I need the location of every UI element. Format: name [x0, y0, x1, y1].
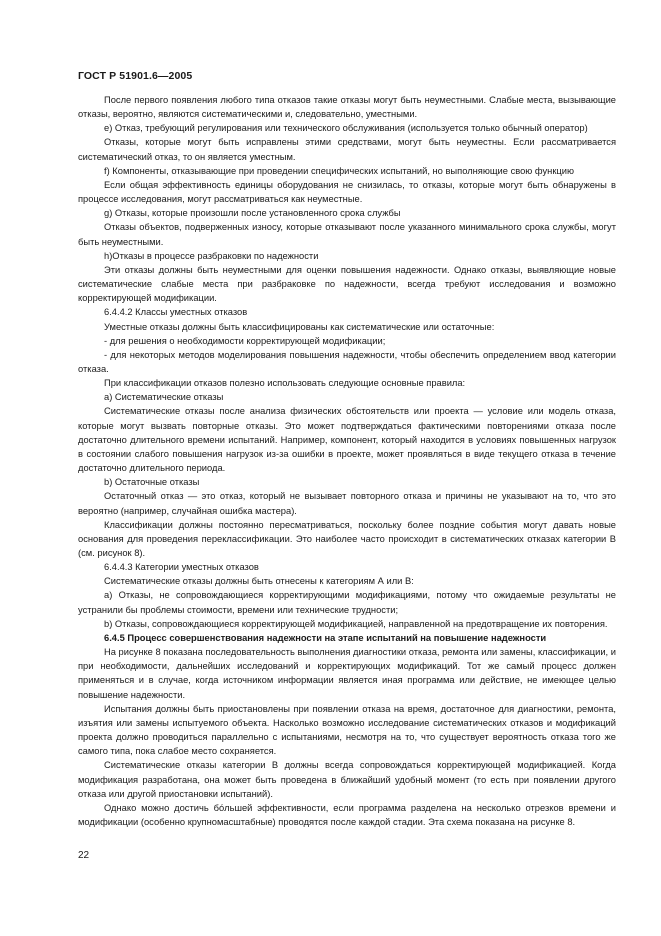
paragraph: Остаточный отказ — это отказ, который не вызывает повторного отказа и причины не указывают на то, что это вероятно (например, случайная ошибка мастера).	[78, 491, 616, 516]
paragraph: а) Систематические отказы	[104, 392, 224, 403]
paragraph: f) Компоненты, отказывающие при проведении специфических испытаний, но выполняющие свою функцию	[104, 165, 574, 176]
paragraph: h)Отказы в процессе разбраковки по надежности	[104, 250, 319, 261]
paragraph: Систематические отказы после анализа физических обстоятельств или проекта — условие или модель отказа, которые могут вызвать повторные отказы. Это может подтверждаться фактическими повторениями отказа после достаточно длительного времени испытаний. Например, компонент, который находится в условиях повышенных нагрузок в состоянии слабого повышения нагрузок из-за ошибки в проекте, может проявляться в виде текущего отказа в течение достаточно длительного периода.	[78, 406, 616, 474]
paragraph: Отказы, которые могут быть исправлены этими средствами, могут быть неуместны. Если рассматривается систематический отказ, то он является уместным.	[78, 137, 616, 162]
standard-header: ГОСТ Р 51901.6—2005	[78, 70, 193, 82]
paragraph: Испытания должны быть приостановлены при появлении отказа на время, достаточное для диагностики, ремонта, изъятия или замены испытуемого объекта. Насколько возможно исследование систематических отказов и модификаций проекта должно проводиться параллельно с испытаниями, несмотря на то, что существует вероятность отказа того же самого типа, пока слабое место сохраняется.	[78, 703, 616, 757]
page-number: 22	[78, 850, 90, 861]
paragraph: Систематические отказы должны быть отнесены к категориям А или В:	[104, 576, 414, 587]
paragraph: Классификации должны постоянно пересматриваться, поскольку более поздние события могут давать новые основания для проведения переклассификации. Это наиболее часто происходит в систематических отказах категории В (см. рисунок 8).	[78, 519, 616, 558]
paragraph: Однако можно достичь бо́льшей эффективности, если программа разделена на несколько отрезков времени и модификации (особенно крупномасштабные) проводятся после каждой стадии. Эта схема показана на рисунке 8.	[78, 802, 616, 827]
paragraph: Систематические отказы категории В должны всегда сопровождаться корректирующей модификацией. Когда модификация разработана, она может быть проведена в ближайший удобный момент (то есть при появлении другого отказа или другой приостановки испытаний).	[78, 760, 616, 799]
list-item: - для некоторых методов моделирования повышения надежности, чтобы обеспечить определением ввод категории отказа.	[78, 349, 616, 374]
paragraph: Эти отказы должны быть неуместными для оценки повышения надежности. Однако отказы, выявляющие новые систематические слабые места при разбраковке по надежности, всегда требуют исследования и возможно корректирующей модификации.	[78, 264, 616, 304]
section-heading: 6.4.4.2 Классы уместных отказов	[104, 307, 248, 318]
paragraph: Отказы объектов, подверженных износу, которые отказывают после указанного минимального срока службы, могут быть неуместными.	[78, 222, 616, 247]
section-heading: 6.4.4.3 Категории уместных отказов	[104, 562, 259, 573]
paragraph: g) Отказы, которые произошли после установленного срока службы	[104, 208, 401, 219]
section-heading-bold: 6.4.5 Процесс совершенствования надежности на этапе испытаний на повышение надежности	[104, 632, 547, 643]
paragraph: Если общая эффективность единицы оборудования не снизилась, то отказы, которые могут быть обнаружены в процессе исследования, могут рассматриваться как неуместные.	[78, 179, 616, 205]
body-text	[78, 93, 616, 829]
paragraph: b) Отказы, сопровождающиеся корректирующей модификацией, направленной на предотвращение их повторения.	[104, 618, 608, 629]
paragraph: b) Остаточные отказы	[104, 477, 200, 488]
paragraph: На рисунке 8 показана последовательность выполнения диагностики отказа, ремонта или замены, классификации, и при необходимости, дальнейших исследований и корректирующих модификаций. Тот же самый процесс должен применяться и в случае, когда источником информации является иная программа или действие, не имеющее целью повышение надежности.	[78, 647, 616, 700]
list-item: - для решения о необходимости корректирующей модификации;	[104, 335, 386, 346]
paragraph: Уместные отказы должны быть классифицированы как систематические или остаточные:	[104, 321, 495, 332]
paragraph: е) Отказ, требующий регулирования или технического обслуживания (используется только обычный оператор)	[104, 123, 588, 134]
paragraph: а) Отказы, не сопровождающиеся корректирующими модификациями, потому что ожидаемые результаты не устранили бы проблемы стоимости, времени или технические трудности;	[78, 590, 616, 615]
paragraph: После первого появления любого типа отказов такие отказы могут быть неуместными. Слабые места, вызывающие отказы, вероятно, являются систематическими и, следовательно, уместными.	[78, 95, 616, 120]
paragraph: При классификации отказов полезно использовать следующие основные правила:	[104, 378, 466, 389]
